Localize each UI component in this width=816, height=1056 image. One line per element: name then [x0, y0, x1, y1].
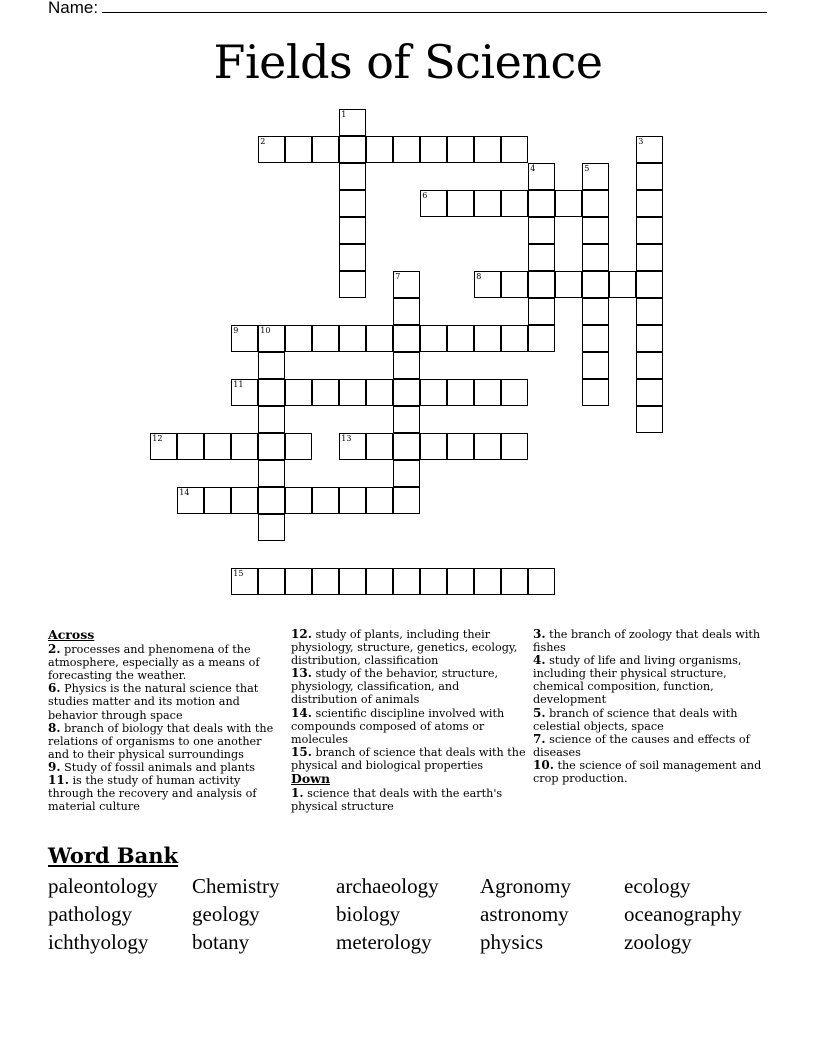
crossword-cell[interactable] — [636, 352, 663, 379]
crossword-cell[interactable] — [636, 217, 663, 244]
crossword-cell[interactable] — [528, 325, 555, 352]
crossword-cell[interactable] — [150, 433, 177, 460]
crossword-cell[interactable] — [393, 406, 420, 433]
crossword-cell[interactable] — [231, 379, 258, 406]
crossword-cell[interactable] — [339, 568, 366, 595]
page-title: Fields of Science — [213, 35, 603, 89]
crossword-cell[interactable] — [258, 568, 285, 595]
crossword-cell[interactable] — [285, 379, 312, 406]
crossword-cell[interactable] — [231, 433, 258, 460]
word-bank-item: zoology — [624, 930, 692, 954]
crossword-cell[interactable] — [339, 163, 366, 190]
crossword-cell[interactable] — [339, 271, 366, 298]
clues-column-1 — [48, 628, 280, 813]
crossword-cell[interactable] — [474, 325, 501, 352]
crossword-cell[interactable] — [501, 568, 528, 595]
crossword-cell[interactable] — [285, 325, 312, 352]
crossword-cell[interactable] — [501, 190, 528, 217]
word-bank-item: botany — [192, 930, 250, 954]
clue-across-15: 15. branch of science that deals with the physical and biological properties — [291, 744, 526, 772]
crossword-cell[interactable] — [231, 487, 258, 514]
crossword-cell[interactable] — [447, 190, 474, 217]
crossword-cell[interactable] — [447, 568, 474, 595]
crossword-cell[interactable] — [258, 352, 285, 379]
crossword-cell[interactable] — [420, 325, 447, 352]
down-heading: Down — [291, 771, 331, 787]
crossword-cell[interactable] — [177, 487, 204, 514]
word-bank-item: paleontology — [48, 874, 158, 898]
clues-column-2 — [291, 628, 527, 813]
crossword-cell[interactable] — [258, 325, 285, 352]
crossword-cell[interactable] — [447, 136, 474, 163]
crossword-cell[interactable] — [285, 136, 312, 163]
crossword-cell[interactable] — [366, 433, 393, 460]
crossword-cell[interactable] — [609, 271, 636, 298]
word-bank-item: oceanography — [624, 902, 742, 926]
clue-number: 7 — [395, 272, 401, 282]
word-bank-item: ichthyology — [48, 930, 149, 954]
crossword-cell[interactable] — [528, 217, 555, 244]
crossword-cell[interactable] — [393, 568, 420, 595]
crossword-cell[interactable] — [636, 271, 663, 298]
crossword-cell[interactable] — [339, 487, 366, 514]
crossword-cell[interactable] — [474, 433, 501, 460]
crossword-cell[interactable] — [339, 109, 366, 136]
crossword-cell[interactable] — [636, 163, 663, 190]
word-bank-item: meterology — [336, 930, 432, 954]
word-bank-item: pathology — [48, 902, 132, 926]
crossword-cell[interactable] — [582, 271, 609, 298]
crossword-cell[interactable] — [258, 136, 285, 163]
clue-number: 4 — [530, 164, 536, 174]
crossword-cell[interactable] — [312, 325, 339, 352]
crossword-cell[interactable] — [258, 433, 285, 460]
clue-across-8: 8. branch of biology that deals with the relations of organisms to one another and to their physical surroundings — [48, 720, 274, 761]
across-heading: Across — [48, 627, 95, 642]
clue-number: 8 — [476, 272, 482, 282]
crossword-cell[interactable] — [393, 136, 420, 163]
crossword-cell[interactable] — [231, 568, 258, 595]
crossword-cell[interactable] — [420, 379, 447, 406]
crossword-cell[interactable] — [393, 487, 420, 514]
crossword-cell[interactable] — [528, 568, 555, 595]
crossword-cell[interactable] — [312, 136, 339, 163]
crossword-cell[interactable] — [636, 298, 663, 325]
clue-across-13: 13. study of the behavior, structure, physiology, classification, and distribution of animals — [291, 666, 499, 707]
crossword-cell[interactable] — [285, 487, 312, 514]
crossword-cell[interactable] — [420, 190, 447, 217]
word-bank-item: geology — [192, 902, 260, 926]
crossword-cell[interactable] — [555, 190, 582, 217]
clue-down-1: 1. science that deals with the earth's physical structure — [291, 786, 503, 814]
crossword-cell[interactable] — [420, 136, 447, 163]
crossword-cell[interactable] — [582, 352, 609, 379]
crossword-cell[interactable] — [258, 460, 285, 487]
crossword-cell[interactable] — [420, 568, 447, 595]
clue-number: 15 — [233, 569, 244, 579]
clue-down-10: 10. the science of soil management and crop production. — [533, 757, 762, 786]
crossword-cell[interactable] — [204, 433, 231, 460]
crossword-cell[interactable] — [582, 244, 609, 271]
crossword-cell[interactable] — [528, 244, 555, 271]
clue-across-12: 12. study of plants, including their physiology, structure, genetics, ecology, distribution, classification — [291, 627, 518, 668]
crossword-cell[interactable] — [366, 136, 393, 163]
crossword-cell[interactable] — [474, 136, 501, 163]
crossword-cell[interactable] — [582, 325, 609, 352]
clue-down-4: 4. study of life and living organisms, including their physical structure, chemical composition, function, development — [533, 653, 742, 707]
crossword-cell[interactable] — [501, 433, 528, 460]
crossword-cell[interactable] — [555, 271, 582, 298]
crossword-cell[interactable] — [285, 433, 312, 460]
clue-down-7: 7. science of the causes and effects of diseases — [533, 731, 750, 759]
crossword-cell[interactable] — [312, 379, 339, 406]
crossword-cell[interactable] — [366, 379, 393, 406]
crossword-cell[interactable] — [339, 217, 366, 244]
crossword-cell[interactable] — [447, 433, 474, 460]
crossword-cell[interactable] — [258, 379, 285, 406]
clue-across-11: 11. is the study of human activity through the recovery and analysis of material culture — [48, 773, 257, 814]
clue-number: 13 — [341, 434, 352, 444]
crossword-cell[interactable] — [501, 271, 528, 298]
crossword-cell[interactable] — [339, 433, 366, 460]
word-bank-item: astronomy — [480, 902, 569, 926]
word-bank-item: biology — [336, 902, 401, 926]
word-bank-title: Word Bank — [48, 843, 179, 868]
crossword-cell[interactable] — [393, 271, 420, 298]
crossword-cell[interactable] — [339, 325, 366, 352]
crossword-cell[interactable] — [501, 379, 528, 406]
crossword-cell[interactable] — [528, 163, 555, 190]
word-bank-item: physics — [480, 930, 543, 954]
clue-number: 12 — [152, 434, 163, 444]
crossword-cell[interactable] — [636, 325, 663, 352]
crossword-cell[interactable] — [582, 163, 609, 190]
crossword-cell[interactable] — [258, 487, 285, 514]
clue-down-3: 3. the branch of zoology that deals with fishes — [533, 627, 761, 655]
clue-number: 10 — [260, 326, 271, 336]
crossword-cell[interactable] — [312, 568, 339, 595]
crossword-cell[interactable] — [339, 379, 366, 406]
crossword-cell[interactable] — [636, 379, 663, 406]
clue-number: 2 — [260, 137, 266, 147]
crossword-cell[interactable] — [474, 568, 501, 595]
clue-down-5: 5. branch of science that deals with celestial objects, space — [533, 705, 738, 733]
crossword-cell[interactable] — [366, 487, 393, 514]
crossword-cell[interactable] — [501, 136, 528, 163]
crossword-cell[interactable] — [339, 136, 366, 163]
crossword-cell[interactable] — [366, 568, 393, 595]
crossword-cell[interactable] — [231, 325, 258, 352]
word-bank-item: archaeology — [336, 874, 439, 898]
name-label: Name: — [48, 0, 99, 17]
clue-number: 11 — [233, 380, 244, 390]
clue-number: 9 — [233, 326, 239, 336]
clues-column-3 — [533, 628, 769, 785]
clue-number: 1 — [341, 110, 347, 120]
crossword-cell[interactable] — [177, 433, 204, 460]
clue-number: 6 — [422, 191, 428, 201]
crossword-cell[interactable] — [636, 406, 663, 433]
clue-across-9: 9. Study of fossil animals and plants — [48, 759, 256, 774]
crossword-cell[interactable] — [393, 298, 420, 325]
crossword-cell[interactable] — [258, 406, 285, 433]
crossword-cell[interactable] — [636, 190, 663, 217]
crossword-cell[interactable] — [393, 460, 420, 487]
crossword-cell[interactable] — [528, 298, 555, 325]
word-bank-item: Agronomy — [480, 874, 571, 898]
crossword-cell[interactable] — [447, 325, 474, 352]
crossword-cell[interactable] — [420, 433, 447, 460]
crossword-cell[interactable] — [393, 352, 420, 379]
crossword-cell[interactable] — [447, 379, 474, 406]
crossword-cell[interactable] — [339, 244, 366, 271]
crossword-cell[interactable] — [393, 325, 420, 352]
clue-number: 14 — [179, 488, 190, 498]
crossword-cell[interactable] — [474, 190, 501, 217]
crossword-cell[interactable] — [636, 244, 663, 271]
crossword-cell[interactable] — [501, 325, 528, 352]
crossword-cell[interactable] — [474, 271, 501, 298]
crossword-cell[interactable] — [393, 379, 420, 406]
word-bank-item: Chemistry — [192, 874, 280, 898]
crossword-cell[interactable] — [204, 487, 231, 514]
crossword-cell[interactable] — [528, 271, 555, 298]
clue-across-2: 2. processes and phenomena of the atmosphere, especially as a means of forecasting the weather. — [48, 642, 260, 683]
clue-number: 5 — [584, 164, 590, 174]
crossword-cell[interactable] — [582, 190, 609, 217]
clue-across-14: 14. scientific discipline involved with compounds composed of atoms or molecules — [291, 705, 505, 746]
crossword-cell[interactable] — [582, 379, 609, 406]
crossword-cell[interactable] — [582, 298, 609, 325]
word-bank-item: ecology — [624, 874, 691, 898]
crossword-cell[interactable] — [474, 379, 501, 406]
crossword-cell[interactable] — [528, 190, 555, 217]
crossword-cell[interactable] — [393, 433, 420, 460]
crossword-cell[interactable] — [636, 136, 663, 163]
crossword-cell[interactable] — [285, 568, 312, 595]
crossword-cell[interactable] — [258, 514, 285, 541]
clue-across-6: 6. Physics is the natural science that studies matter and its motion and behavior through space — [48, 681, 259, 722]
crossword-cell[interactable] — [312, 487, 339, 514]
crossword-cell[interactable] — [339, 190, 366, 217]
clue-number: 3 — [638, 137, 644, 147]
crossword-cell[interactable] — [582, 217, 609, 244]
crossword-cell[interactable] — [366, 325, 393, 352]
